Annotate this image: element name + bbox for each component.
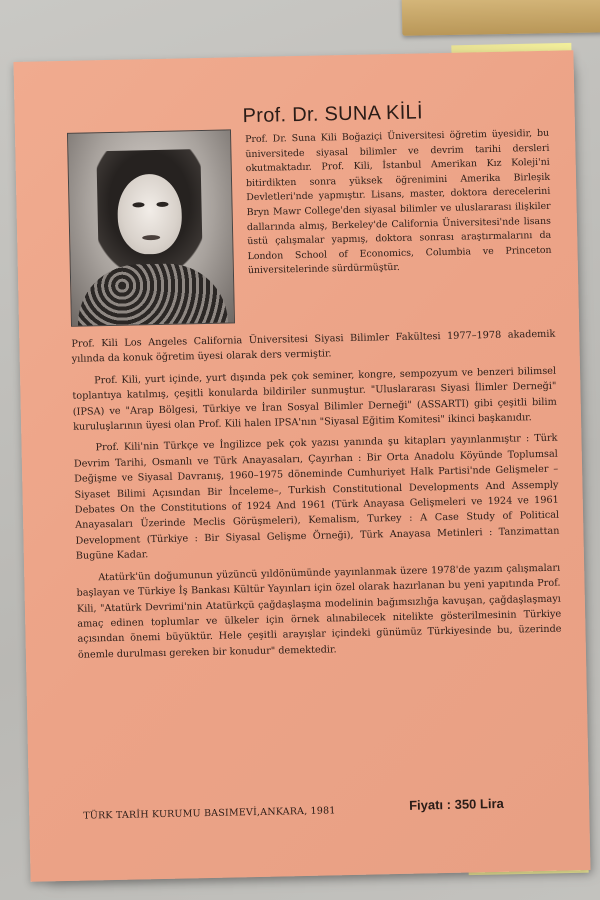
background-book — [402, 0, 600, 36]
paragraph-4: Atatürk'ün doğumunun yüzüncü yıldönümünde yayınlanmak üzere 1978'de yazım çalışmaları başlayan ve Türkiye İş Bankası Kültür Yayınları için özel olarak hazırlanan bu yeni yapıtında Prof. Kili, "Atatürk Devrimi'nin Atatürkçü çağdaşlaşma modelinin bağımsızlığa kavuşan, çağdaşlaşmayı amaç edinen toplumlar ve ülkeler için örnek alınabilecek nitelikte gösterilmesinin Türkiye açısından önemi büyüktür. Hele çeşitli arayışlar içindeki günümüz Türkiyesinde bu, üzerinde önemle durulması gereken bir konudur" demektedir. — [76, 562, 562, 661]
author-title: Prof. Dr. SUNA KİLİ — [242, 101, 424, 128]
paragraph-3: Prof. Kili'nin Türkçe ve İngilizce pek çok yazısı yanında şu kitapları yayınlanmıştır : Türk Devrim Tarihi, Osmanlı ve Türk Anayasaları, Çayırhan : Bir Orta Anadolu Köyünde Toplumsal Değişme ve Siyasal Davranış, 1960–1975 döneminde Cumhuriyet Halk Partisi'nde Gelişmeler –Siyaset Bilimi Açısından Bir İnceleme–, Turkish Constitutional Developments And Assemply Debates On the Constitutions of 1924 And 1961 (Türk Anayasa Gelişmeleri ve 1924 ve 1961 Anayasaları Üzerinde Meclis Görüşmeleri), Kemalism, Turkey : A Case Study of Political Development (Türkiye : Bir Siyasal Gelişme Örneği), Türk Anayasa Metinleri : Tanzimattan Bugüne Kadar. — [73, 433, 560, 563]
publisher-line: TÜRK TARİH KURUMU BASIMEVİ,ANKARA, 1981 — [83, 805, 336, 822]
body-text — [71, 327, 562, 669]
paragraph-1: Prof. Kili Los Angeles California Üniversitesi Siyasi Bilimler Fakültesi 1977–1978 akademik yılında da konuk öğretim üyesi olarak ders vermiştir. — [71, 328, 556, 366]
author-bio-intro: Prof. Dr. Suna Kili Boğaziçi Üniversitesi öğretim üyesidir, bu üniversitede siyasal bilimler ve devrim tarihi dersleri okutmaktadır. Prof. Kili, İstanbul Amerikan Kız Koleji'ni bitirdikten sonra yüksek öğrenimini Amerika Birleşik Devletleri'nde yapmıştır. Lisans, master, doktora derecelerini Bryn Mawr College'den siyasal bilimler ve uluslararası ilişkiler dallarında almış, Berkeley'de California Üniversitesi'nde lisans üstü çalışmalar yapmış, doktora sonrası araştırmalarını da London School of Economics, Columbia ve Princeton üniversitelerinde sürdürmüştür. — [245, 127, 552, 277]
author-photo — [67, 129, 235, 326]
book-back-cover — [13, 50, 590, 882]
paragraph-2: Prof. Kili, yurt içinde, yurt dışında pek çok seminer, kongre, sempozyum ve benzeri bilimsel toplantıya katılmış, çeşitli konularda bildiriler sunmuştur. "Uluslararası Siyasi İlimler Derneği" (IPSA) ve "Arap Bölgesi, Türkiye ve İran Sosyal Bilimler Derneği" (ASSARTI) gibi çeşitli bilim kuruluşlarının üyesi olan Prof. Kili halen IPSA'nın "Siyasal Eğitim Komitesi" ikinci başkanıdır. — [72, 365, 557, 433]
price-label: Fiyatı : 350 Lira — [408, 795, 504, 813]
